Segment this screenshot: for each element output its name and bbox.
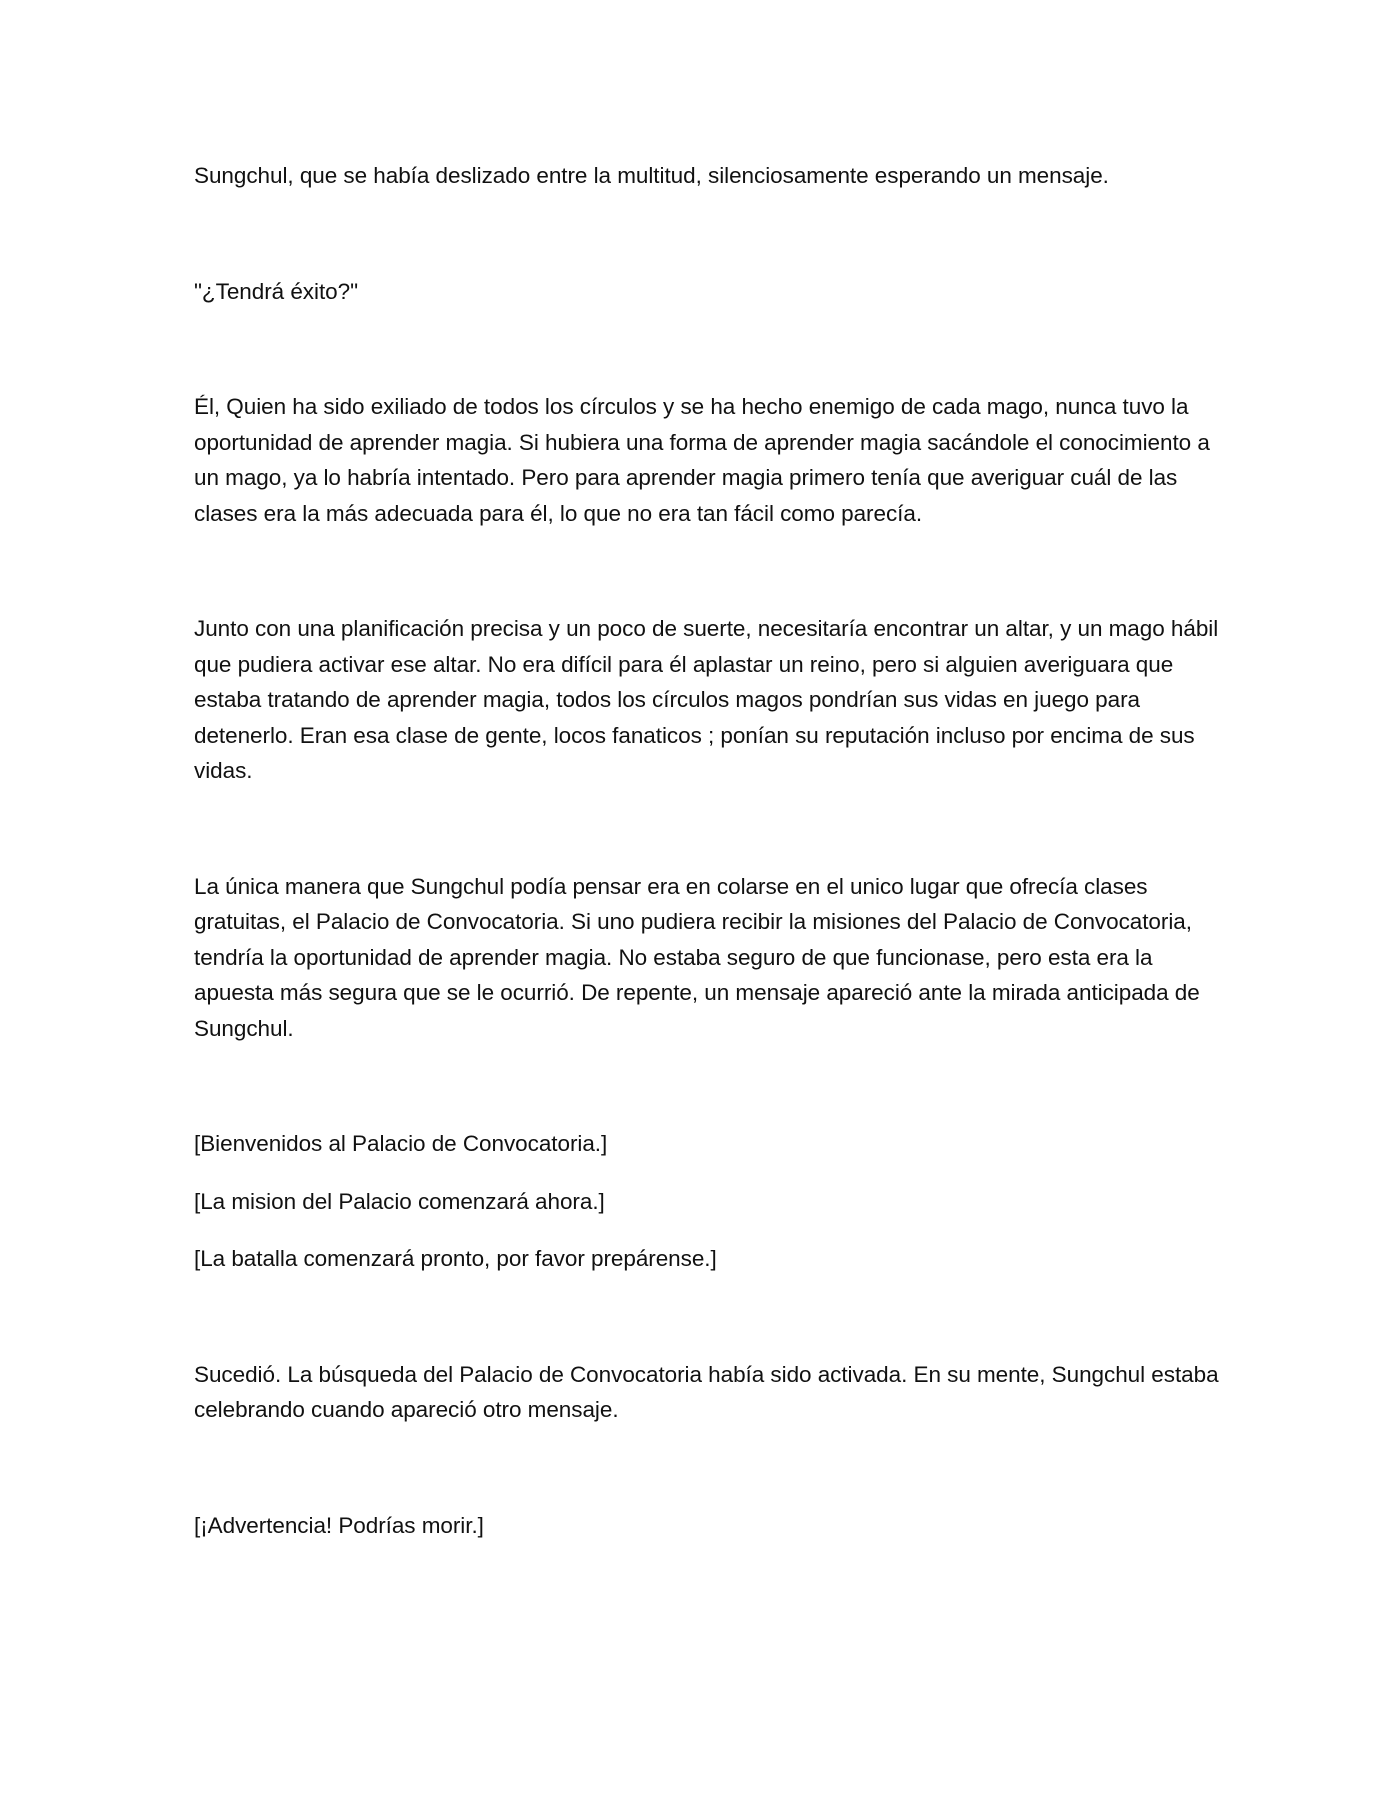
- message-welcome: [Bienvenidos al Palacio de Convocatoria.]: [194, 1131, 608, 1156]
- paragraph-question: "¿Tendrá éxito?": [194, 278, 359, 304]
- message-warning: [¡Advertencia! Podrías morir.]: [194, 1512, 484, 1538]
- paragraph-exile: Él, Quien ha sido exiliado de todos los círculos y se ha hecho enemigo de cada mago, nunca tuvo la oportunidad de aprender magia. Si hubiera una forma de aprender magia sacándole el conocimiento a un mago, ya lo habría intentado. Pero para aprender magia primero tenía que averiguar cuál de las clases era la más adecuada para él, lo que no era tan fácil como parecía.: [194, 394, 1210, 526]
- paragraph-activated: Sucedió. La búsqueda del Palacio de Convocatoria había sido activada. En su mente, Sungchul estaba celebrando cuando apareció otro mensaje.: [194, 1361, 1219, 1422]
- message-battle-soon: [La batalla comenzará pronto, por favor prepárense.]: [194, 1246, 717, 1271]
- document-body: [194, 158, 1234, 1543]
- paragraph-palace: La única manera que Sungchul podía pensar era en colarse en el unico lugar que ofrecía clases gratuitas, el Palacio de Convocatoria. Si uno pudiera recibir la misiones del Palacio de Convocatoria, tendría la oportunidad de aprender magia. No estaba seguro de que funcionase, pero esta era la apuesta más segura que se le ocurrió. De repente, un mensaje apareció ante la mirada anticipada de Sungchul.: [194, 873, 1200, 1041]
- message-mission-start: [La mision del Palacio comenzará ahora.]: [194, 1188, 605, 1214]
- paragraph-intro: Sungchul, que se había deslizado entre la multitud, silenciosamente esperando un mensaje.: [194, 163, 1109, 188]
- paragraph-altar: Junto con una planificación precisa y un poco de suerte, necesitaría encontrar un altar, y un mago hábil que pudiera activar ese altar. No era difícil para él aplastar un reino, pero si alguien averiguara que estaba tratando de aprender magia, todos los círculos magos pondrían sus vidas en juego para detenerlo. Eran esa clase de gente, locos fanaticos ; ponían su reputación incluso por encima de sus vidas.: [194, 616, 1219, 783]
